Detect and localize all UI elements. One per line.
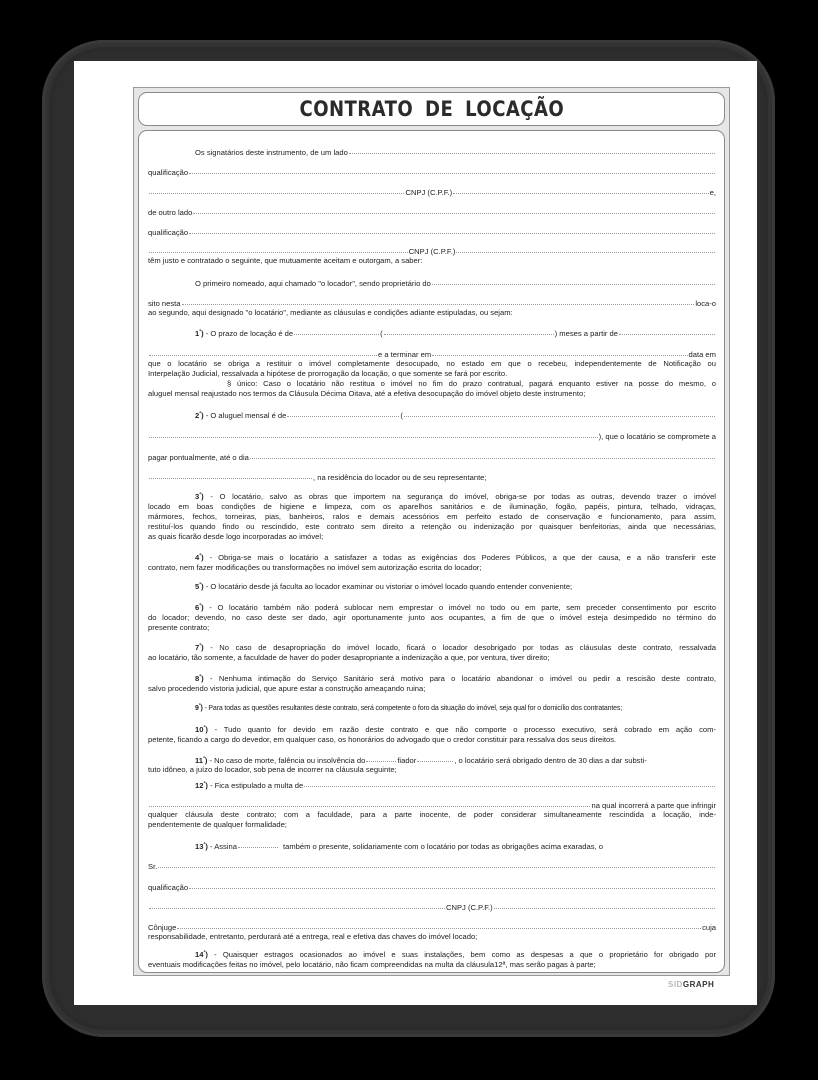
clause-number: $1^ª$) (195, 328, 204, 338)
clause-14-line-1: $14^ª$) - Quaisquer estragos ocasionados ao imóvel e suas instalações, bem como as despesas a que o proprietário for obrigado por (195, 949, 716, 959)
spouse-label: Cônjuge (148, 923, 177, 932)
co-signer-type-field[interactable] (238, 840, 278, 848)
clause-8-line-1: $8^ª$) - Nenhuma intimação do Serviço Sanitário será motivo para o locatário abandonar o imóvel ou pedir a rescisão deste contrato, (195, 673, 716, 683)
clause-text: , o locatário será obrigado dentro de 30 dias a dar substi- (454, 756, 647, 765)
clause-1-paragraph: § único: Caso o locatário não restitua o imóvel no fim do prazo contratual, pagará enquanto estiver na posse do mesmo, o (227, 379, 716, 388)
clause-text: pagar pontualmente, até o dia (148, 453, 249, 462)
clause-text: e a terminar em (378, 350, 432, 359)
location-label: sito nesta (148, 299, 181, 308)
clause-2-line-2 (148, 430, 716, 441)
lessor-name-field[interactable] (349, 146, 715, 154)
co-signer-name-field[interactable] (158, 860, 715, 868)
clause-number: $13^ª$) (195, 841, 208, 851)
agreement-text: têm justo e contratado o seguinte, que mutuamente aceitam e outorgam, a saber: (148, 256, 423, 265)
other-party-label: de outro lado (148, 208, 193, 217)
clause-7-line-1: $7^ª$) - No caso de desapropriação do imóvel locado, ficará o locador desobrigado por todas as cláusulas deste contrato, ressalvada (195, 642, 716, 652)
co-signer-extra-field[interactable] (149, 901, 445, 909)
clause-text: - No caso de morte, falência ou insolvência do (209, 756, 366, 765)
clause-13-cnpj-line (148, 901, 716, 912)
cnpj-label: CNPJ (C.P.F.) (446, 903, 493, 912)
clause-7-line-2: ao locatário, tão somente, a faculdade de haver do poder desapropriante a indenização a que, por ventura, tiver direito; (148, 653, 550, 662)
preamble-line-1 (148, 277, 716, 288)
qualification-label: qualificação (148, 168, 189, 177)
start-date-cont-field[interactable] (149, 348, 377, 356)
preamble-line-3 (148, 307, 716, 318)
clause-11-line-2: tuto idôneo, a juízo do locador, sob pena de incorrer na cláusula seguinte; (148, 765, 397, 774)
clause-text: , na residência do locador ou de seu representante; (313, 473, 487, 482)
payment-day-field[interactable] (250, 451, 715, 459)
clause-9-line-1: $9^ª$) - Para todas as questões resultantes deste contrato, será competente o foro da situação do imóvel, seja qual for o domicílio dos contratantes; (195, 703, 623, 712)
cnpj-label: CNPJ (C.P.F.) (408, 247, 456, 256)
sr-label: Sr. (148, 862, 158, 871)
clause-13-sr-line (148, 860, 716, 871)
clause-4-line-2: contrato, nem fazer modificações ou transformações no imóvel sem autorização escrita do locador; (148, 563, 482, 572)
clause-2-line-3 (148, 451, 716, 462)
parties-line-4 (148, 206, 716, 217)
clause-12-line-4: pendentemente de qualquer formalidade; (148, 820, 287, 829)
clause-6-line-1: $6^ª$) - O locatário também não poderá sublocar nem emprestar o imóvel no todo ou em parte, sem preceder consentimento por escrito (195, 602, 716, 612)
clause-text: data em (688, 350, 716, 359)
conjunction-label: e, (709, 188, 716, 197)
guarantor-1-field[interactable] (366, 754, 396, 762)
clause-12-line-3: qualquer cláusula deste contrato; com a faculdade, para a parte inocente, de poder considerar simultaneamente rescindida a locação, inde- (148, 810, 716, 819)
rent-amount-words-cont-field[interactable] (149, 430, 598, 438)
clause-14-line-2: eventuais modificações feitas no imóvel, pelo locatário, não ficam compreendidas na multa da cláusula12ª, mas serão pagas à parte; (148, 960, 596, 969)
clause-number: $12^ª$) (195, 780, 208, 790)
clause-text: também o presente, solidariamente com o locatário por todas as obrigações acima exaradas, o (282, 842, 603, 851)
parties-line-5 (148, 226, 716, 237)
clause-10-line-2: petente, ficando a cargo do devedor, em qualquer caso, os honorários do advogado que o credor constituir para ressalva dos seus direitos. (148, 735, 617, 744)
end-date-field[interactable] (432, 348, 687, 356)
clause-13-line-6: responsabilidade, entretanto, perdurará até a entrega, real e efetiva das chaves do imóvel locado; (148, 932, 478, 941)
co-signer-qualification-field[interactable] (189, 881, 715, 889)
clause-10-line-1: $10^ª$) - Tudo quanto for devido em razão deste contrato e que não comporte o processo executivo, será cobrado em ação com- (195, 724, 716, 734)
clause-8-line-2: salvo procedendo vistoria judicial, que apure estar a construção ameaçando ruina; (148, 684, 426, 693)
logo-part-1: SID (668, 980, 683, 989)
clause-6-line-2: do locador; devendo, no caso deste ser dado, agir oportunamente junto aos ocupantes, a fim de que o imóvel esteja desimpedido no término do (148, 613, 716, 622)
parties-line-3 (148, 186, 716, 197)
clause-3-line-3: mármores, fechos, torneiras, pias, banheiros, ralos e demais acessórios em perfeito estado de conservação e funcionamento, para assim, (148, 512, 716, 521)
title-box (138, 92, 725, 126)
lessor-extra-field[interactable] (149, 186, 404, 194)
rent-amount-field[interactable] (287, 409, 399, 417)
term-months-words-field[interactable] (384, 327, 554, 335)
clause-2-line-1 (148, 409, 716, 420)
spouse-field[interactable] (177, 921, 701, 929)
location-field[interactable] (182, 297, 695, 305)
lessee-qualification-field[interactable] (189, 226, 715, 234)
lessor-qualification-field[interactable] (189, 166, 715, 174)
lessee-name-field[interactable] (193, 206, 715, 214)
clause-text: - O prazo de locação é de (205, 329, 294, 338)
parties-line-1 (148, 146, 716, 157)
payment-place-field[interactable] (149, 471, 312, 479)
start-date-field[interactable] (619, 327, 715, 335)
property-field[interactable] (432, 277, 715, 285)
preamble-text: O primeiro nomeado, aqui chamado "o locador", sendo proprietário do (195, 279, 431, 288)
logo-part-2: GRAPH (682, 980, 715, 989)
clause-3-line-4: restituí-los quando findo ou rescindido, este contrato sem direito a retenção ou indenização por quaisquer benfeitorias, ainda que necessárias, (148, 522, 716, 531)
clause-1-line-6: aluguel mensal reajustado nos termos da Cláusula Décima Oitava, até a efetiva desocupação do imóvel objeto deste instrumento; (148, 389, 586, 398)
clause-1-line-1 (148, 327, 716, 338)
clause-4-line-1: $4^ª$) - Obriga-se mais o locatário a satisfazer a todas as exigências dos Poderes Públicos, a que der causa, e a não transferir este (195, 552, 716, 562)
clause-12-line-1 (148, 779, 716, 790)
clause-text: ), que o locatário se compromete a (598, 432, 716, 441)
co-signer-cnpj-field[interactable] (494, 901, 715, 909)
parties-agree (148, 255, 716, 266)
lessee-extra-field[interactable] (149, 245, 408, 253)
clause-5-line-1: $5^ª$) - O locatário desde já faculta ao locador examinar ou vistoriar o imóvel locado quando entender conveniente; (195, 581, 573, 591)
clause-3-line-1: $3^ª$) - O locatário, salvo as obras que importem na segurança do imóvel, obriga-se por todas as outras, devendo trazer o imóvel (195, 491, 716, 501)
paren-open: ( (400, 411, 403, 420)
guarantor-label: fiador (397, 756, 417, 765)
clause-text: cuja (702, 923, 716, 932)
clause-text: ) meses a partir de (554, 329, 618, 338)
term-months-field[interactable] (294, 327, 379, 335)
parties-line-2 (148, 166, 716, 177)
qualification-label: qualificação (148, 228, 189, 237)
clause-text: na qual incorrerá a parte que infringir (591, 801, 716, 810)
penalty-amount-field[interactable] (304, 779, 715, 787)
penalty-amount-cont-field[interactable] (149, 799, 590, 807)
parties-intro: Os signatários deste instrumento, de um lado (195, 148, 348, 157)
clause-6-line-3: presente contrato; (148, 623, 210, 632)
sidgraph-logo (668, 980, 714, 989)
clause-text: - O aluguel mensal é de (205, 411, 287, 420)
clause-3-line-2: locado em boas condições de higiene e limpeza, com os aparelhos sanitários e de iluminação, fogão, papéis, pintura, telhado, vidraças, (148, 502, 716, 511)
page-title: CONTRATO DE LOCAÇÃO (299, 97, 564, 121)
clause-13-qualification-line (148, 881, 716, 892)
lessor-cnpj-field[interactable] (453, 186, 708, 194)
preamble-text: ao segundo, aqui designado "o locatário", mediante as cláusulas e condições adiante estipuladas, ou sejam: (148, 308, 513, 317)
clause-text: - Fica estipulado a multa de (209, 781, 304, 790)
clause-13-line-1 (148, 840, 716, 851)
loca-label: loca-o (695, 299, 716, 308)
qualification-label: qualificação (148, 883, 189, 892)
clause-1-line-3: que o locatário se obriga a restituir o imóvel completamente desocupado, no estado em que o recebeu, independentemente de Notificação ou (148, 359, 716, 368)
paren-open: ( (380, 329, 383, 338)
clause-1-line-4: Interpelação Judicial, ressalvada a hipótese de prorrogação da locação, o que somente se fará por escrito. (148, 369, 508, 378)
clause-2-line-4 (148, 471, 716, 482)
guarantor-2-field[interactable] (417, 754, 453, 762)
lessee-cnpj-field[interactable] (456, 245, 715, 253)
clause-number: $2^ª$) (195, 410, 204, 420)
clause-3-line-5: as quais ficarão desde logo incorporadas ao imóvel; (148, 532, 324, 541)
clause-number: $11^ª$) (195, 755, 208, 765)
cnpj-label: CNPJ (C.P.F.) (405, 188, 453, 197)
clause-text: - Assina (209, 842, 237, 851)
rent-amount-words-field[interactable] (404, 409, 715, 417)
